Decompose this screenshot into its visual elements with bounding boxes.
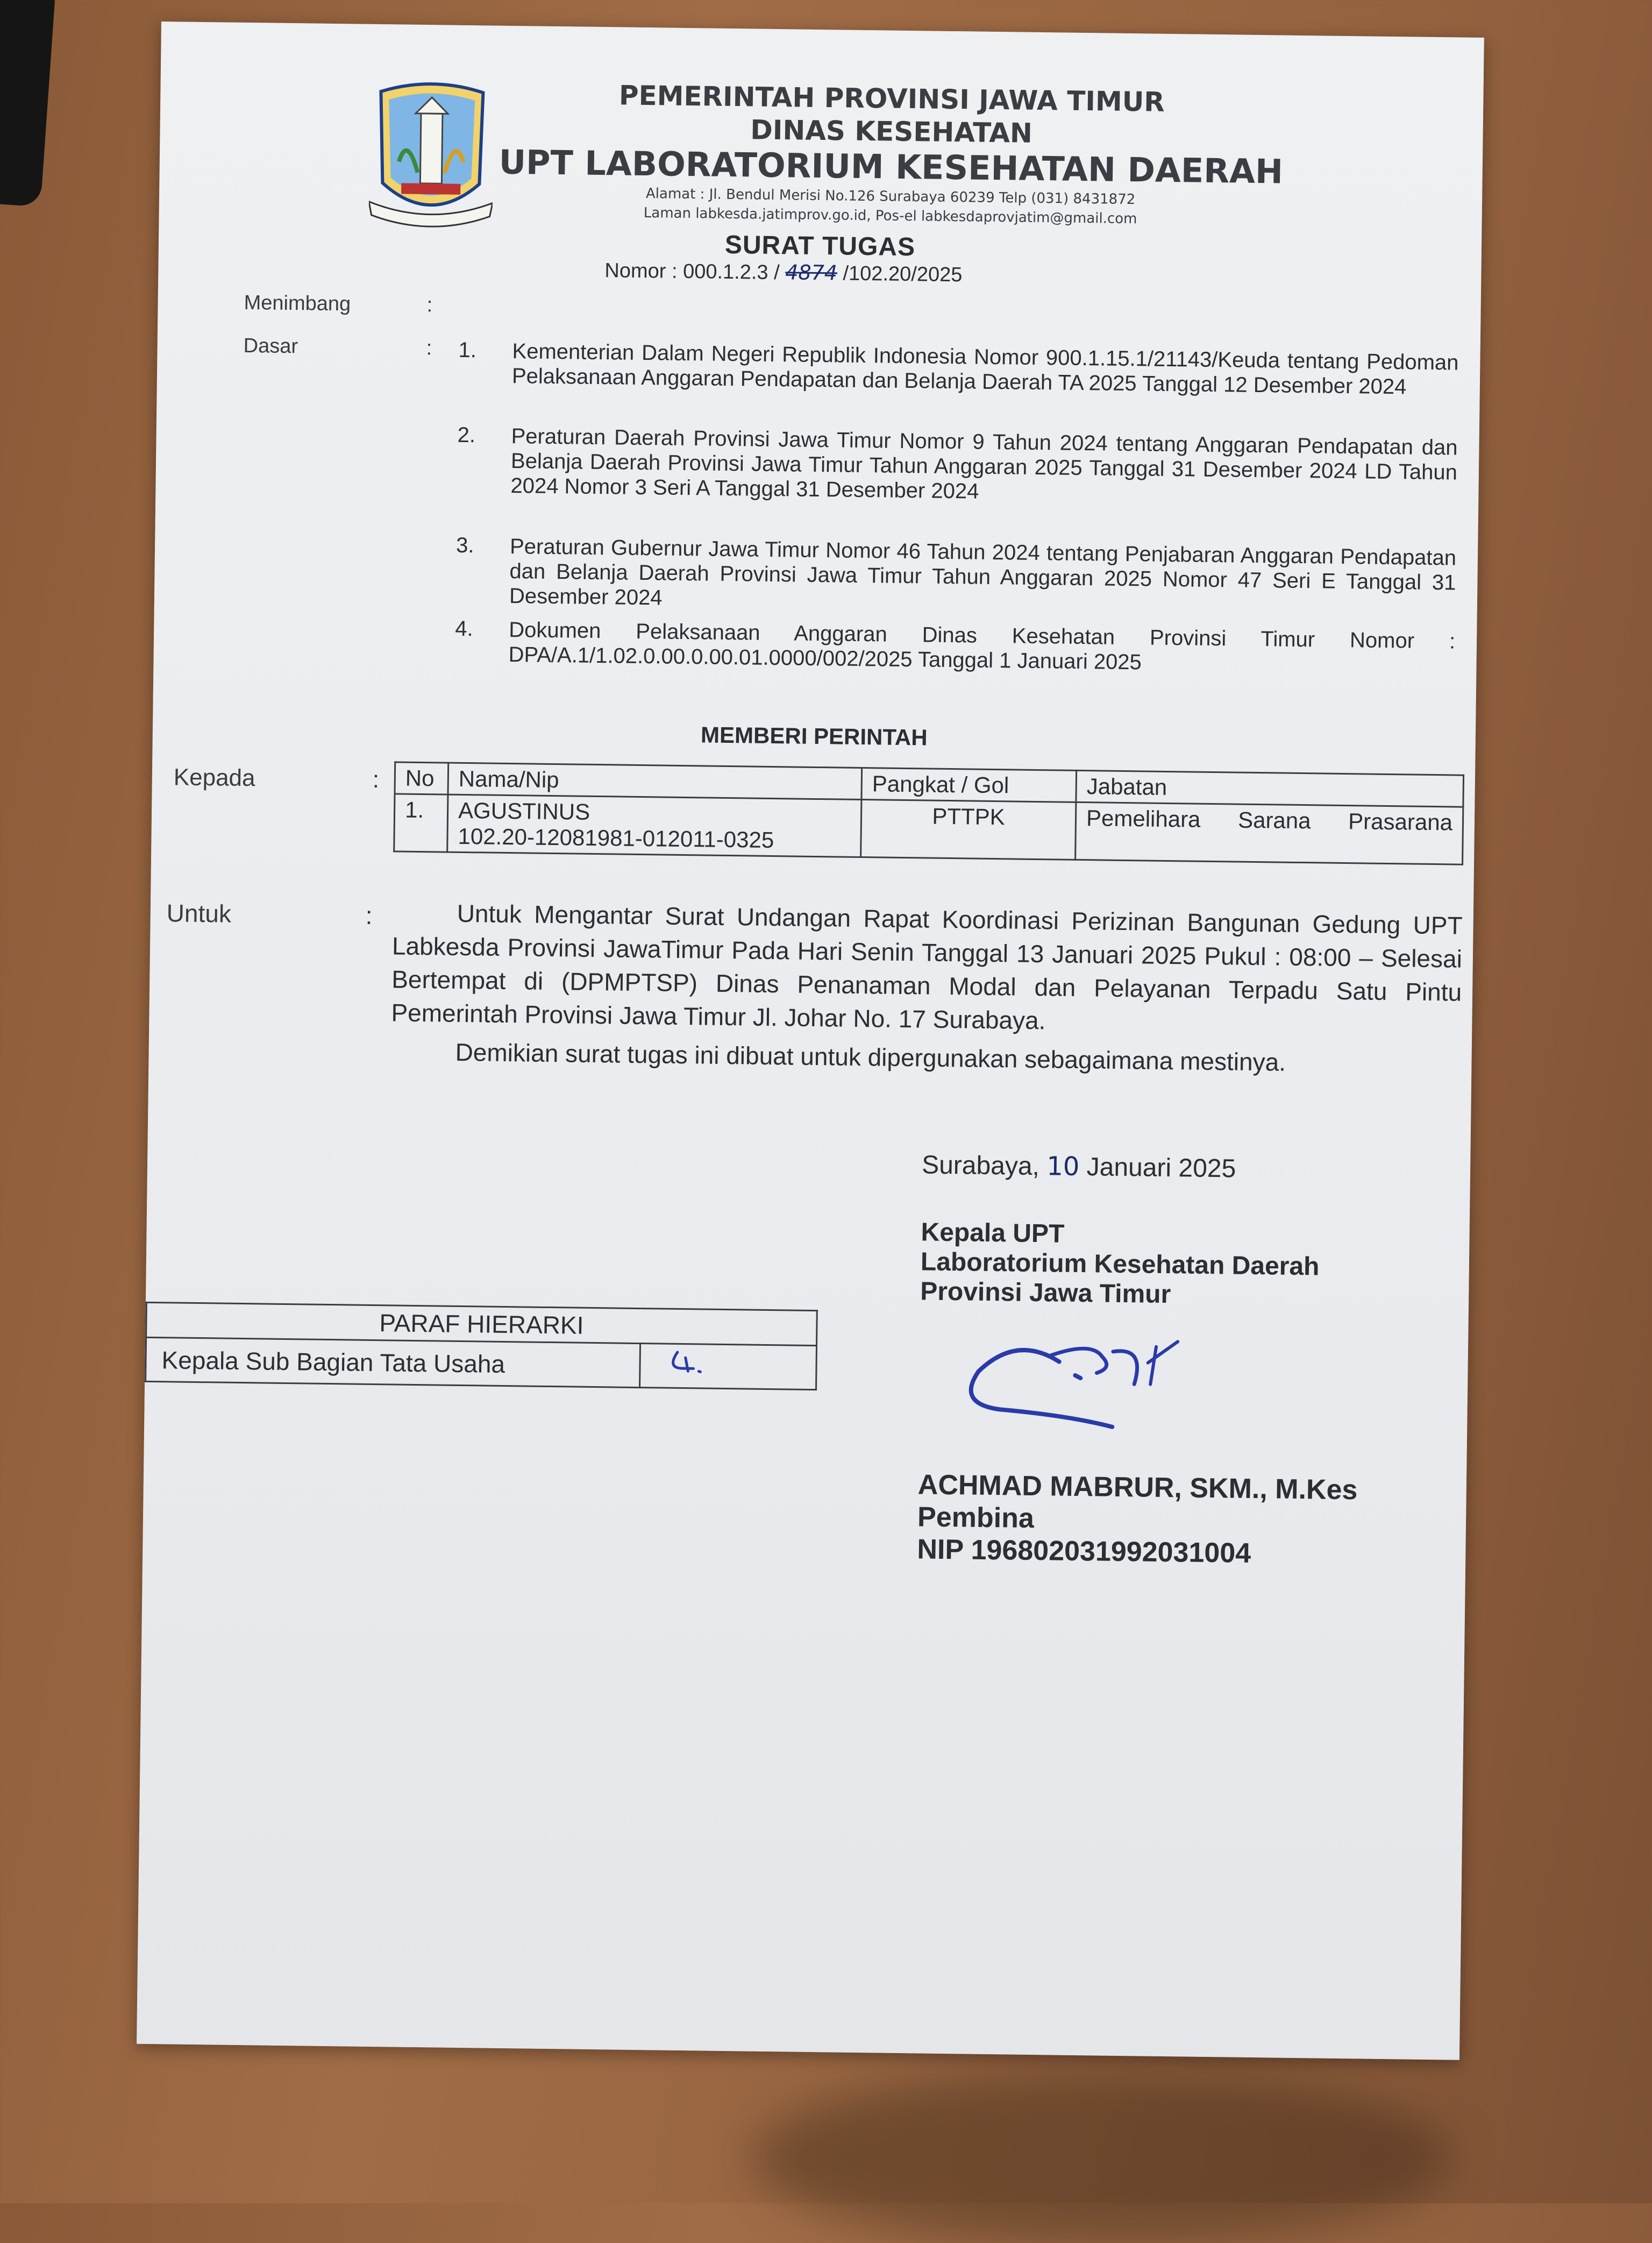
document-number <box>604 258 963 287</box>
handwritten-signature <box>951 1323 1232 1455</box>
document-title: SURAT TUGAS <box>724 230 916 262</box>
place-date-prefix: Surabaya, <box>921 1151 1040 1181</box>
paraf-initial-cell <box>640 1344 817 1390</box>
assignee-name: AGUSTINUS <box>458 797 590 825</box>
paraf-role: Kepala Sub Bagian Tata Usaha <box>146 1337 640 1387</box>
perintah-heading: MEMBERI PERINTAH <box>700 722 928 750</box>
kepada-colon: : <box>372 766 380 793</box>
closing-sentence: Demikian surat tugas ini dibuat untuk dipergunakan sebagaimana mestinya. <box>455 1038 1286 1076</box>
paraf-table <box>145 1302 818 1390</box>
untuk-label: Untuk <box>166 899 232 928</box>
document-paper <box>137 22 1484 2060</box>
letterhead-line1: PEMERINTAH PROVINSI JAWA TIMUR <box>618 80 1165 118</box>
col-header-pangkat: Pangkat / Gol <box>861 768 1077 803</box>
number-prefix: Nomor : 000.1.2.3 / <box>604 259 780 285</box>
cell-nama <box>447 794 861 857</box>
paraf-row <box>146 1337 817 1389</box>
office-title-3: Provinsi Jawa Timur <box>920 1277 1171 1309</box>
dasar-item-text: Peraturan Daerah Provinsi Jawa Timur Nomor 9 Tahun 2024 tentang Anggaran Pendapatan dan Belanja Daerah Provinsi Jawa Timur Tahun Anggaran 2025 Tanggal 31 Desember 2024 LD Tahun 2024 Nomor 3 Seri A Tanggal 31 Desember 2024 <box>510 424 1458 503</box>
dasar-item-text: Peraturan Gubernur Jawa Timur Nomor 46 Tahun 2024 tentang Penjabaran Anggaran Pendapatan dan Belanja Daerah Provinsi Jawa Timur Tahun Anggaran 2025 Nomor 47 Seri E Tanggal 31 Desember 2024 <box>509 534 1457 610</box>
dasar-item-number: 4. <box>454 616 473 641</box>
office-title-1: Kepala UPT <box>921 1218 1065 1248</box>
table-row <box>394 794 1463 864</box>
cell-jabatan: Pemelihara Sarana Prasarana <box>1076 802 1463 864</box>
place-date <box>922 1149 1362 1185</box>
dasar-item-number: 3. <box>455 533 474 558</box>
dasar-item-number: 2. <box>457 423 476 448</box>
letterhead-address: Alamat : Jl. Bendul Merisi No.126 Surabaya 60239 Telp (031) 8431872 <box>645 186 1136 208</box>
dasar-label: Dasar <box>243 334 298 358</box>
initial-mark <box>656 1346 721 1379</box>
place-date-suffix: Januari 2025 <box>1086 1153 1236 1183</box>
col-header-jabatan: Jabatan <box>1076 770 1464 807</box>
number-suffix: /102.20/2025 <box>843 262 963 287</box>
letterhead-line2: DINAS KESEHATAN <box>750 114 1033 149</box>
office-title-2: Laboratorium Kesehatan Daerah <box>920 1247 1320 1281</box>
date-handwritten: 10 <box>1046 1151 1080 1182</box>
dasar-colon: : <box>426 337 432 360</box>
dasar-item-text: Dokumen Pelaksanaan Anggaran Dinas Kesehatan Provinsi Timur Nomor : DPA/A.1/1.02.0.00.0.00.01.0000/002/2025 Tanggal 1 Januari 2025 <box>508 617 1456 675</box>
menimbang-colon: : <box>426 294 433 317</box>
assignee-table <box>393 761 1464 865</box>
letterhead-line3: UPT LABORATORIUM KESEHATAN DAERAH <box>499 142 1284 191</box>
assignee-nip: 102.20-12081981-012011-0325 <box>458 823 774 853</box>
untuk-colon: : <box>365 901 373 929</box>
kepada-label: Kepada <box>173 764 255 792</box>
untuk-body <box>390 896 1463 1081</box>
dasar-item-number: 1. <box>458 338 477 363</box>
untuk-paragraph: Untuk Mengantar Surat Undangan Rapat Koordinasi Perizinan Bangunan Gedung UPT Labkesda Provinsi JawaTimur Pada Hari Senin Tanggal 13 Januari 2025 Pukul : 08:00 – Selesai Bertempat di (DPMPTSP) Dinas Penanaman Modal dan Pelayanan Terpadu Satu Pintu Pemerintah Provinsi Jawa Timur Jl. Johar No. 17 Surabaya. <box>391 899 1463 1035</box>
signatory-nip: NIP 196802031992031004 <box>917 1534 1251 1569</box>
shadow <box>753 2071 1452 2243</box>
cell-pangkat: PTTPK <box>861 800 1076 860</box>
signatory-name: ACHMAD MABRUR, SKM., M.Kes <box>917 1469 1358 1506</box>
phone-corner <box>0 0 56 207</box>
signatory-rank: Pembina <box>917 1501 1035 1535</box>
col-header-no: No <box>395 762 448 794</box>
cell-no: 1. <box>394 794 448 852</box>
number-handwritten: 4874 <box>785 260 838 285</box>
menimbang-label: Menimbang <box>244 291 351 316</box>
dasar-item-text: Kementerian Dalam Negeri Republik Indonesia Nomor 900.1.15.1/21143/Keuda tentang Pedoman Pelaksanaan Anggaran Pendapatan dan Belanja Daerah TA 2025 Tanggal 12 Desember 2024 <box>511 339 1459 399</box>
letterhead-web: Laman labkesda.jatimprov.go.id, Pos-el labkesdaprovjatim@gmail.com <box>643 204 1137 228</box>
col-header-nama: Nama/Nip <box>448 763 862 799</box>
letterhead <box>460 76 1322 231</box>
signature-block <box>917 1149 1362 1571</box>
paraf-title: PARAF HIERARKI <box>146 1302 817 1345</box>
